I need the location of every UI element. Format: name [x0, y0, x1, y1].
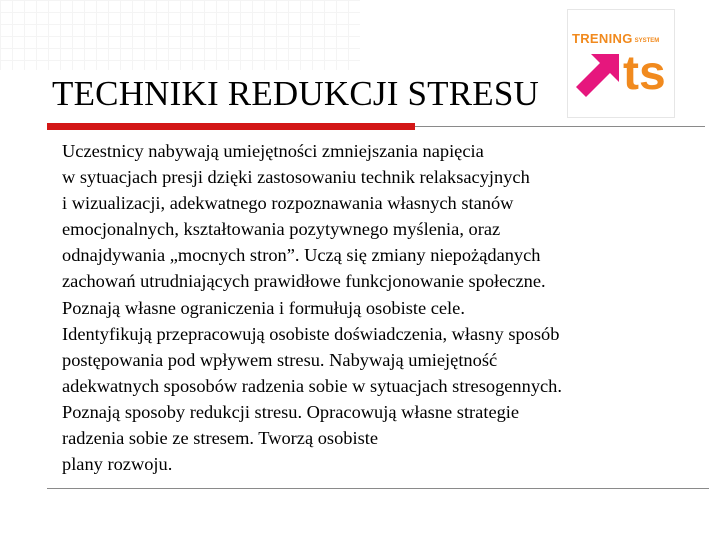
body-line: odnajdywania „mocnych stron”. Uczą się zmiany niepożądanych: [62, 245, 541, 266]
arrow-icon-shape: [576, 54, 619, 97]
title-underline-accent: [47, 123, 415, 130]
logo-word: TRENING: [572, 31, 633, 46]
body-text: [62, 138, 712, 477]
title-underline-rule: [415, 126, 705, 127]
body-line: zachowań utrudniających prawidłowe funkcjonowanie społeczne.: [62, 271, 546, 292]
footer-rule: [47, 488, 709, 489]
body-line: postępowania pod wpływem stresu. Nabywają umiejętność: [62, 349, 498, 370]
logo-wordmark: [572, 30, 672, 48]
body-line: emocjonalnych, kształtowania pozytywnego myślenia, oraz: [62, 219, 501, 240]
body-line: Uczestnicy nabywają umiejętności zmniejszania napięcia: [62, 141, 484, 161]
arrow-icon: [573, 50, 623, 100]
body-line: Identyfikują przepracowują osobiste doświadczenia, własny sposób: [62, 323, 560, 344]
body-line: plany rozwoju.: [62, 454, 173, 475]
body-line: Poznają własne ograniczenia i formułują osobiste cele.: [62, 297, 465, 318]
logo-sub: SYSTEM: [634, 38, 660, 44]
body-line: adekwatnych sposobów radzenia sobie w sytuacjach stresogennych.: [62, 375, 562, 396]
body-line: w sytuacjach presji dzięki zastosowaniu technik relaksacyjnych: [62, 167, 530, 188]
logo: [567, 9, 675, 118]
body-line: i wizualizacji, adekwatnego rozpoznawania własnych stanów: [62, 193, 514, 214]
background-grid: [0, 0, 360, 70]
body-line: Poznają sposoby redukcji stresu. Opracowują własne strategie: [62, 401, 520, 422]
body-line: radzenia sobie ze stresem. Tworzą osobiste: [62, 428, 379, 449]
logo-initials: ts: [623, 47, 666, 100]
page-title: TECHNIKI REDUKCJI STRESU: [52, 74, 540, 113]
